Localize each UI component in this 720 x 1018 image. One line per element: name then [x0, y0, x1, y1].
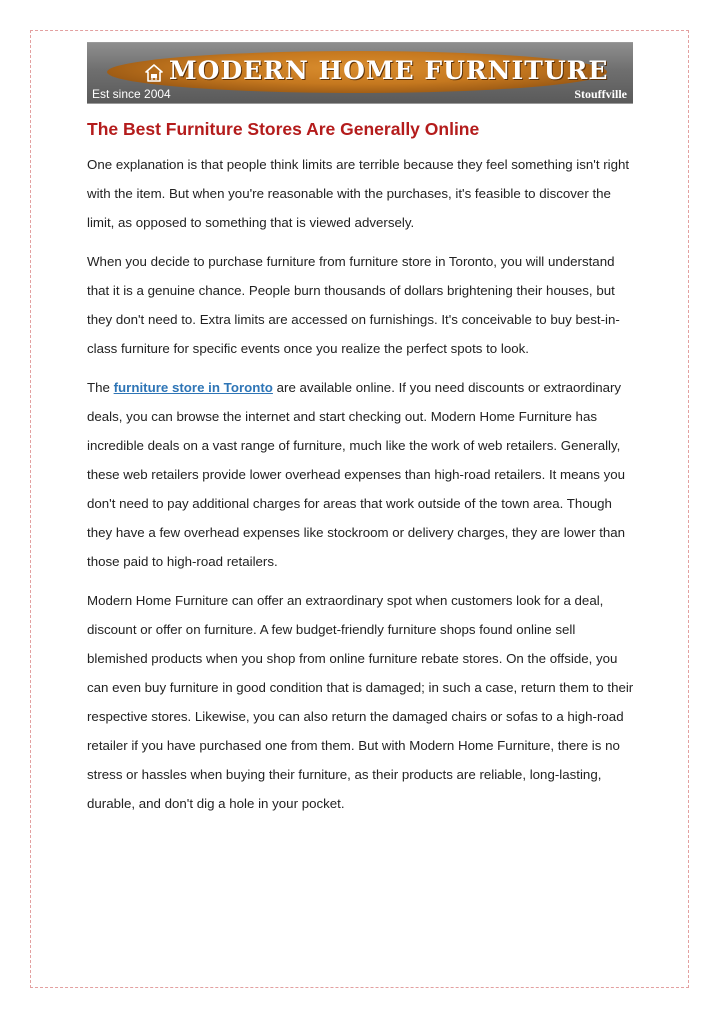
paragraph-1: One explanation is that people think limits are terrible because they feel something isn't right with the item. But when you're reasonable with the purchases, it's feasible to discover the limit, as opposed to something that is viewed adversely.: [87, 157, 630, 230]
paragraph-2: When you decide to purchase furniture from furniture store in Toronto, you will understand that it is a genuine chance. People burn thousands of dollars brightening their houses, but they don't need to. Extra limits are accessed on furnishings. It's conceivable to buy best-in-class furniture for specific events once you realize the perfect spots to look.: [87, 254, 620, 356]
location-label: Stouffville: [574, 87, 627, 101]
paragraph-3-prefix: The: [87, 380, 114, 395]
article-title: The Best Furniture Stores Are Generally Online: [87, 119, 480, 139]
established-label: Est since 2004: [92, 87, 171, 101]
furniture-store-link[interactable]: furniture store in Toronto: [113, 380, 273, 395]
brand-name: MODERN HOME FURNITURE: [169, 56, 609, 85]
paragraph-3-suffix: are available online. If you need discounts or extraordinary deals, you can browse the internet and start checking out. Modern Home Furniture has incredible deals on a vast range of furniture, much like the work of web retailers. Generally, these web retailers provide lower overhead expenses than high-road retailers. It means you don't need to pay additional charges for areas that work outside of the town area. Though they have a few overhead expenses like stockroom or delivery charges, they are lower than those paid to high-road retailers.: [87, 380, 626, 569]
header-banner: [87, 42, 633, 104]
house-logo-icon: [145, 64, 163, 82]
article-body: [87, 116, 637, 828]
paragraph-4: Modern Home Furniture can offer an extraordinary spot when customers look for a deal, discount or offer on furniture. A few budget-friendly furniture shops found online sell blemished products when you shop from online furniture rebate stores. On the offside, you can even buy furniture in good condition that is damaged; in such a case, return them to their respective stores. Likewise, you can also return the damaged chairs or sofas to a high-road retailer if you have purchased one from them. But with Modern Home Furniture, there is no stress or hassles when buying their furniture, as their products are reliable, long-lasting, durable, and don't dig a hole in your pocket.: [87, 593, 634, 811]
paragraph-3: [87, 373, 637, 576]
